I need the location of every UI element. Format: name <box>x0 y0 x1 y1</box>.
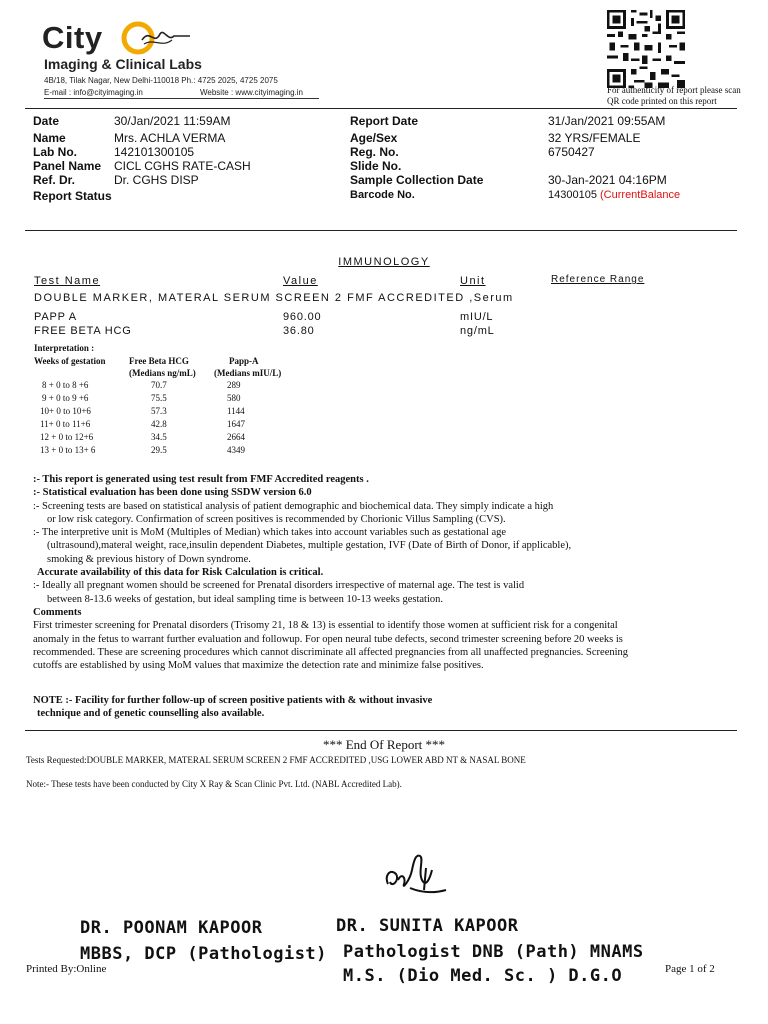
interp-papp: 289 <box>227 380 241 390</box>
interp-papp: 2664 <box>227 432 245 442</box>
interp-weeks: 13 + 0 to 13+ 6 <box>40 445 96 455</box>
doctor-1-name: DR. POONAM KAPOOR <box>80 918 263 938</box>
note-mom-3: smoking & previous history of Down syndrome. <box>47 553 251 565</box>
report-status-label: Report Status <box>33 189 112 203</box>
lab-website: Website : www.cityimaging.in <box>200 88 303 97</box>
qr-note-line-1: For authenticity of report please scan <box>607 85 741 95</box>
facility-note-1: NOTE :- Facility for further follow-up of screen positive patients with & without invasive <box>33 695 433 706</box>
note-fmf: :- This report is generated using test result from FMF Accredited reagents . <box>33 474 369 485</box>
interp-header-hcg: Free Beta HCG <box>129 356 189 366</box>
name-value: Mrs. ACHLA VERMA <box>114 131 226 145</box>
end-top-rule <box>25 730 737 731</box>
result-name: FREE BETA HCG <box>34 325 132 337</box>
note-ideally-2: between 8-13.6 weeks of gestation, but ideal sampling time is between 10-13 weeks gestation. <box>47 593 443 605</box>
nabl-note: Note:- These tests have been conducted by City X Ray & Scan Clinic Pvt. Ltd. (NABL Accredited Lab). <box>26 779 402 789</box>
brand-name: City <box>42 20 103 55</box>
interp-hcg: 70.7 <box>151 380 167 390</box>
interp-header-weeks: Weeks of gestation <box>34 356 106 366</box>
notes-block <box>33 473 733 672</box>
interpretation-title: Interpretation : <box>34 343 95 353</box>
interp-hcg: 57.3 <box>151 406 167 416</box>
comment-line: cutoffs are established by using MoM values that maximize the detection rate and minimize false positives. <box>33 660 484 672</box>
report-date-label: Report Date <box>350 114 419 128</box>
logo-swirl-icon <box>120 18 195 58</box>
date-value: 30/Jan/2021 11:59AM <box>114 114 231 128</box>
interp-weeks: 12 + 0 to 12+6 <box>40 432 94 442</box>
comments-heading: Comments <box>33 606 82 618</box>
lab-email: E-mail : info@cityimaging.in <box>44 88 143 97</box>
sample-date-value: 30-Jan-2021 04:16PM <box>548 173 667 187</box>
note-mom-2: (ultrasound),materal weight, race,insulin dependent Diabetes, multiple gestation, IVF (Date of Birth of Donor, if applicable), <box>47 540 572 552</box>
report-date-value: 31/Jan/2021 09:55AM <box>548 114 666 128</box>
qr-code-icon <box>607 10 685 88</box>
doctor-1-qualification: MBBS, DCP (Pathologist) <box>80 944 327 964</box>
age-sex-label: Age/Sex <box>350 131 398 145</box>
result-unit: ng/mL <box>460 325 495 337</box>
comment-line: recommended. These are screening procedures which cannot discriminate all affected pregnancies from all unaffected pregnancies. Screening <box>33 646 629 658</box>
comment-line: anomaly in the fetus to warrant further evaluation and followup. For open neural tube defects, second trimester screening before 20 weeks is <box>33 633 623 645</box>
note-ideally-1: :- Ideally all pregnant women should be screened for Prenatal disorders irrespective of maternal age. The test is valid <box>33 580 525 592</box>
interp-hcg: 29.5 <box>151 445 167 455</box>
printed-by: Printed By:Online <box>26 963 107 975</box>
interp-header-papp-unit: (Medians mIU/L) <box>214 368 282 378</box>
info-top-rule <box>25 108 737 109</box>
note-mom-1: :- The interpretive unit is MoM (Multiples of Median) which takes into account variables such as gestational age <box>33 527 507 539</box>
doctor-2-qualification-2: M.S. (Dio Med. Sc. ) D.G.O <box>343 966 623 986</box>
interp-weeks: 10+ 0 to 10+6 <box>40 406 91 416</box>
age-sex-value: 32 YRS/FEMALE <box>548 131 641 145</box>
note-accurate: Accurate availability of this data for Risk Calculation is critical. <box>37 567 324 579</box>
interp-weeks: 8 + 0 to 8 +6 <box>42 380 89 390</box>
barcode-number: 14300105 <box>548 189 597 201</box>
doctor-2-name: DR. SUNITA KAPOOR <box>336 916 519 936</box>
reg-no-label: Reg. No. <box>350 145 399 159</box>
interp-papp: 1647 <box>227 419 245 429</box>
sample-date-label: Sample Collection Date <box>350 173 484 187</box>
name-label: Name <box>33 131 66 145</box>
barcode-balance: (CurrentBalance <box>600 189 681 201</box>
note-ssdw: :- Statistical evaluation has been done using SSDW version 6.0 <box>33 487 312 499</box>
end-of-report: *** End Of Report *** <box>322 737 446 752</box>
lab-no-label: Lab No. <box>33 145 77 159</box>
col-value: Value <box>283 275 318 287</box>
section-title: IMMUNOLOGY <box>338 256 430 268</box>
interp-header-papp: Papp-A <box>229 356 259 366</box>
facility-note <box>33 694 733 721</box>
col-test-name: Test Name <box>34 275 101 287</box>
interp-header-hcg-unit: (Medians ng/mL) <box>129 368 196 378</box>
ref-dr-value: Dr. CGHS DISP <box>114 173 199 187</box>
interp-weeks: 11+ 0 to 11+6 <box>40 419 91 429</box>
lab-no-value: 142101300105 <box>114 145 195 159</box>
header-rule <box>44 98 319 99</box>
result-value: 960.00 <box>283 311 322 323</box>
doctor-2-qualification-1: Pathologist DNB (Path) MNAMS <box>343 942 644 962</box>
facility-note-2: technique and of genetic counselling also available. <box>37 708 265 720</box>
result-name: PAPP A <box>34 311 77 323</box>
qr-note <box>607 85 741 107</box>
interp-hcg: 75.5 <box>151 393 167 403</box>
date-label: Date <box>33 114 60 128</box>
interp-papp: 580 <box>227 393 241 403</box>
slide-no-label: Slide No. <box>350 159 402 173</box>
qr-note-line-2: QR code printed on this report <box>607 96 717 106</box>
page-number: Page 1 of 2 <box>665 963 715 975</box>
note-screening-2: or low risk category. Confirmation of screen positives is recommended by Chorionic Villus Sampling (CVS). <box>47 513 506 525</box>
result-value: 36.80 <box>283 325 315 337</box>
brand-subtitle: Imaging & Clinical Labs <box>44 56 202 72</box>
panel-value: CICL CGHS RATE-CASH <box>114 159 251 173</box>
interp-papp: 4349 <box>227 445 245 455</box>
doctor-signature <box>380 850 460 902</box>
ref-dr-label: Ref. Dr. <box>33 173 76 187</box>
info-bottom-rule <box>25 230 737 231</box>
test-title: DOUBLE MARKER, MATERAL SERUM SCREEN 2 FMF ACCREDITED ,Serum <box>34 292 514 304</box>
interp-hcg: 42.8 <box>151 419 167 429</box>
comment-line: First trimester screening for Prenatal disorders (Trisomy 21, 18 & 13) is essential to identify those women at sufficient risk for a congenital <box>33 620 618 632</box>
interp-hcg: 34.5 <box>151 432 167 442</box>
note-screening-1: :- Screening tests are based on statistical analysis of patient demographic and biochemical data. They simply indicate a high <box>33 500 554 512</box>
tests-requested: Tests Requested:DOUBLE MARKER, MATERAL SERUM SCREEN 2 FMF ACCREDITED ,USG LOWER ABD NT & NASAL BONE <box>26 755 526 765</box>
col-unit: Unit <box>460 275 486 287</box>
panel-label: Panel Name <box>33 159 102 173</box>
reg-no-value: 6750427 <box>548 145 595 159</box>
col-reference-range: Reference Range <box>551 274 645 285</box>
barcode-value <box>548 189 680 201</box>
barcode-label: Barcode No. <box>350 189 415 201</box>
lab-address: 4B/18, Tilak Nagar, New Delhi-110018 Ph.: 4725 2025, 4725 2075 <box>44 76 278 85</box>
interp-papp: 1144 <box>227 406 245 416</box>
interp-weeks: 9 + 0 to 9 +6 <box>42 393 89 403</box>
result-unit: mIU/L <box>460 311 494 323</box>
